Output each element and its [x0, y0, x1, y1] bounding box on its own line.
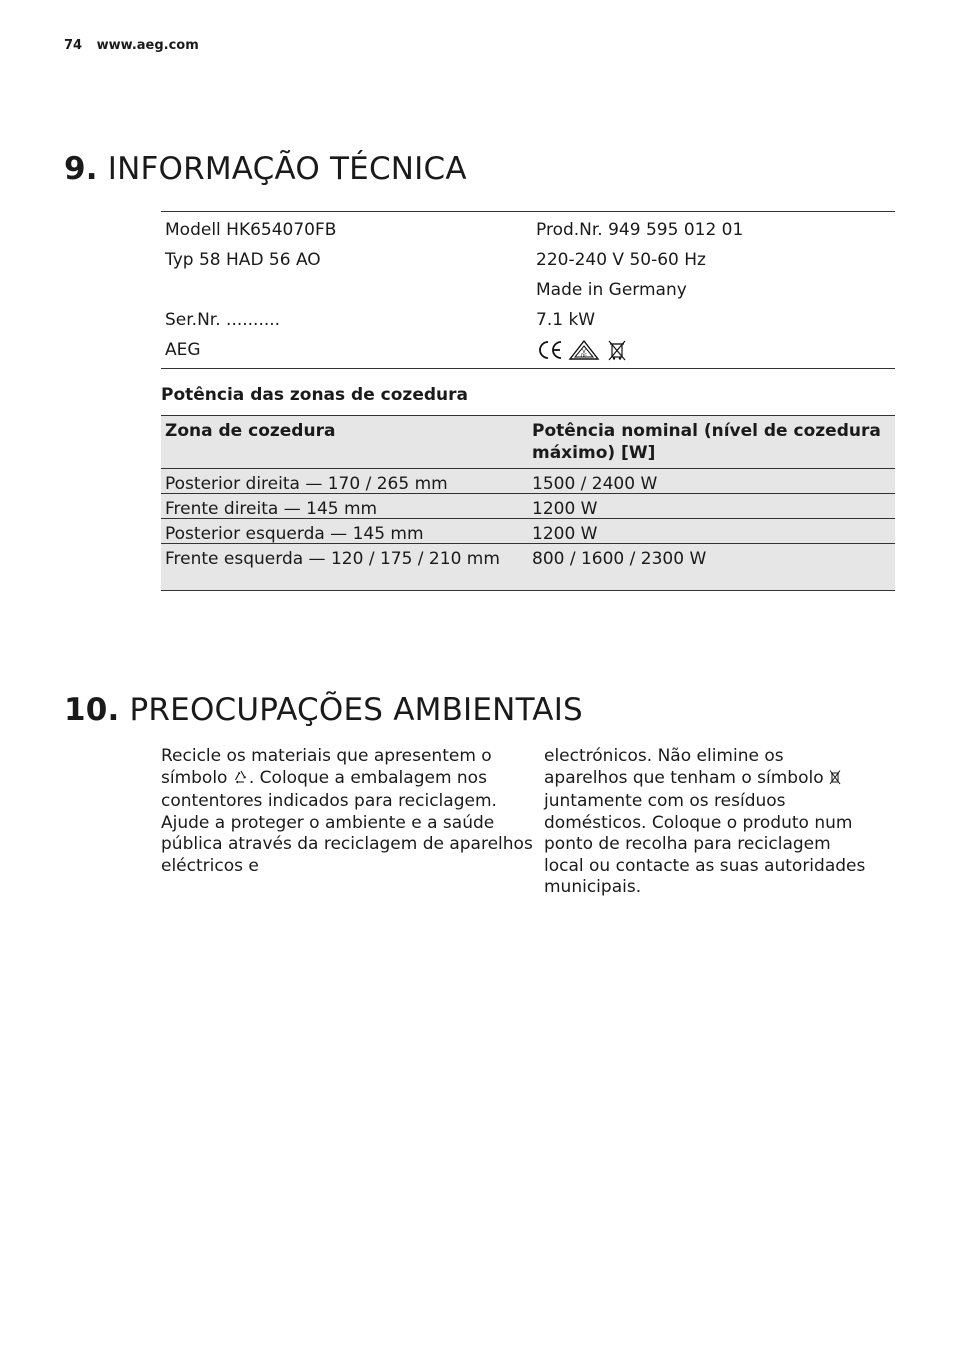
spec-cell: Typ 58 HAD 56 AO	[165, 250, 321, 270]
text-run: electrónicos. Não elimine os aparelhos que tenham o símbolo	[544, 746, 824, 788]
certification-marks	[532, 339, 895, 361]
spec-row	[161, 275, 895, 305]
table-cell: Frente esquerda — 120 / 175 / 210 mm	[165, 549, 500, 569]
spec-cell: AEG	[165, 340, 201, 360]
environment-text	[161, 746, 871, 899]
svg-text:V: V	[582, 349, 586, 355]
power-table-title: Potência das zonas de cozedura	[161, 385, 468, 405]
text-run: juntamente com os resíduos domésticos. Coloque o produto num ponto de recolha para reciclagem local ou contacte as suas autoridades municipais.	[544, 791, 866, 897]
spec-row	[161, 335, 895, 365]
page-header	[64, 38, 199, 53]
text-run: . Coloque a embalagem nos contentores indicados para reciclagem.	[161, 767, 497, 811]
rating-plate-table	[161, 211, 895, 369]
table-cell: 1500 / 2400 W	[532, 474, 658, 494]
section-9-heading	[64, 151, 467, 187]
text-column-left	[161, 746, 544, 899]
section-10-heading	[64, 692, 583, 728]
table-cell: 1200 W	[532, 524, 598, 544]
spec-cell: Ser.Nr. ..........	[165, 310, 281, 330]
text-column-right	[544, 746, 871, 899]
spec-row	[161, 245, 895, 275]
table-cell: Posterior direita — 170 / 265 mm	[165, 474, 448, 494]
table-header-row	[161, 416, 895, 469]
spec-cell: Made in Germany	[536, 280, 687, 300]
section-number: 10.	[64, 692, 120, 728]
cooking-zones-power-table	[161, 415, 895, 591]
spec-cell: 220-240 V 50-60 Hz	[536, 250, 706, 270]
ce-mark-icon	[536, 339, 564, 361]
table-row	[161, 469, 895, 494]
page-number: 74	[64, 38, 83, 53]
spec-row	[161, 305, 895, 335]
table-row	[161, 519, 895, 544]
spec-cell: Prod.Nr. 949 595 012 01	[536, 220, 744, 240]
text-run: Recicle os materiais que apresentem o símbolo	[161, 746, 492, 788]
svg-text:DE: DE	[580, 354, 588, 359]
section-title: PREOCUPAÇÕES AMBIENTAIS	[129, 692, 583, 728]
table-row	[161, 494, 895, 519]
site-url: www.aeg.com	[96, 38, 199, 53]
vde-mark-icon	[568, 339, 600, 361]
spec-cell: Modell HK654070FB	[165, 220, 337, 240]
weee-bin-icon	[829, 769, 841, 792]
spec-row	[161, 215, 895, 245]
weee-bin-icon	[606, 339, 628, 361]
paragraph	[161, 746, 544, 813]
paragraph	[544, 746, 871, 899]
table-row	[161, 544, 895, 591]
section-number: 9.	[64, 151, 98, 187]
column-header: Potência nominal (nível de cozedura máximo) [W]	[532, 421, 881, 463]
table-cell: Posterior esquerda — 145 mm	[165, 524, 424, 544]
column-header: Zona de cozedura	[165, 421, 336, 441]
section-title: INFORMAÇÃO TÉCNICA	[107, 151, 467, 187]
table-cell: 1200 W	[532, 499, 598, 519]
table-cell: Frente direita — 145 mm	[165, 499, 378, 519]
paragraph: Ajude a proteger o ambiente e a saúde pública através da reciclagem de aparelhos eléctricos e	[161, 812, 533, 876]
recycle-icon	[233, 769, 249, 792]
table-cell: 800 / 1600 / 2300 W	[532, 549, 707, 569]
spec-cell: 7.1 kW	[536, 310, 596, 330]
